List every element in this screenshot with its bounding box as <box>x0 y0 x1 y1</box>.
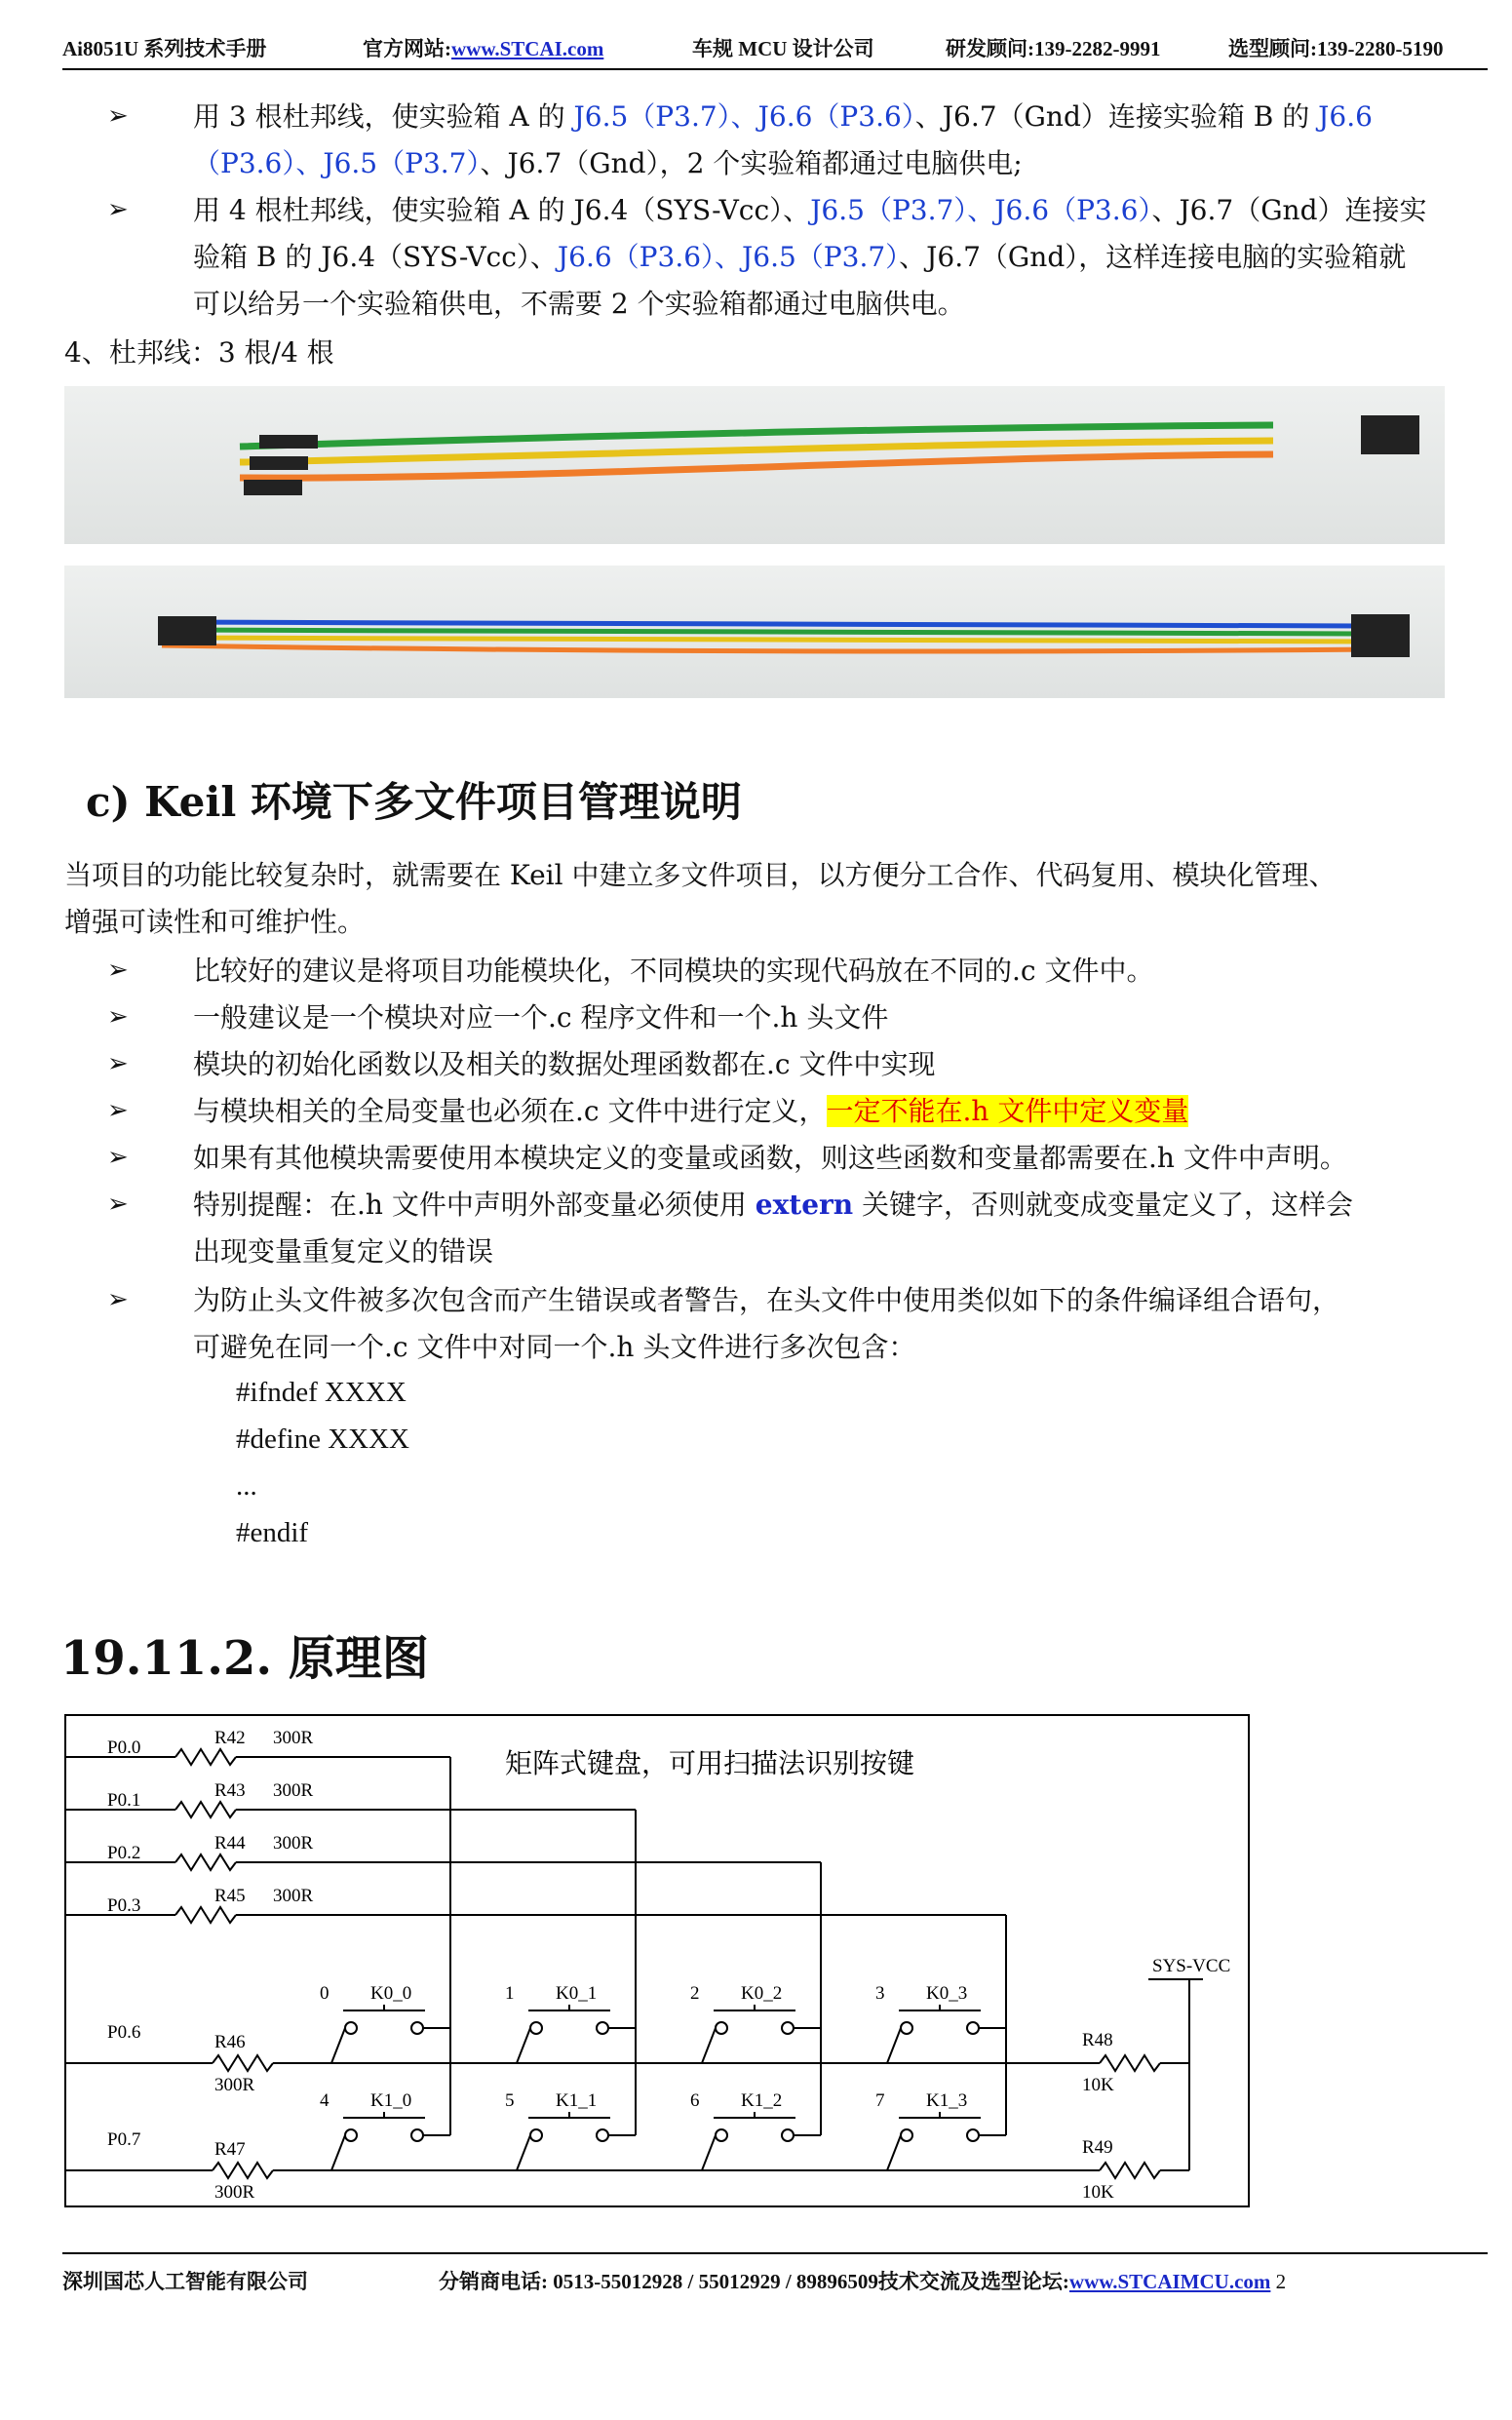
res-ref: R45 <box>214 1886 246 1906</box>
keys-row-0 <box>320 1983 1006 2063</box>
bullet-icon: ➢ <box>107 1143 129 1172</box>
code-line-3: ... <box>236 1470 257 1502</box>
code-line-4: #endif <box>236 1517 309 1548</box>
bullet-icon: ➢ <box>107 1002 129 1032</box>
page-header <box>62 29 1488 70</box>
bullet-7: 为防止头文件被多次包含而产生错误或者警告，在头文件中使用类似如下的条件编译组合语句， <box>193 1284 1340 1316</box>
bullet-3: 模块的初始化函数以及相关的数据处理函数都在.c 文件中实现 <box>193 1048 936 1080</box>
res-ref: R46 <box>214 2032 246 2052</box>
item-4: 4、杜邦线：3 根/4 根 <box>64 336 334 369</box>
svg-text:K0_3: K0_3 <box>926 1983 968 2004</box>
svg-text:2: 2 <box>690 1983 700 2004</box>
port-label: P0.1 <box>107 1790 141 1811</box>
port-label: P0.0 <box>107 1737 141 1758</box>
pullup-ref: R48 <box>1082 2030 1113 2050</box>
bullet-icon: ➢ <box>107 1190 129 1219</box>
bullet-2: 一般建议是一个模块对应一个.c 程序文件和一个.h 头文件 <box>193 1001 889 1034</box>
bullet-7-line2: 可避免在同一个.c 文件中对同一个.h 头文件进行多次包含： <box>193 1331 916 1363</box>
svg-text:4: 4 <box>320 2090 330 2111</box>
code-line-1: #ifndef XXXX <box>236 1377 407 1408</box>
photo-dupont-3wire <box>64 386 1445 544</box>
res-ref: R42 <box>214 1728 246 1748</box>
svg-text:1: 1 <box>505 1983 515 2004</box>
res-val: 300R <box>273 1886 314 1906</box>
schematic-drawing <box>66 1716 1248 2205</box>
column-lines <box>66 1749 1006 2135</box>
company-tagline: 车规 MCU 设计公司 <box>692 37 874 60</box>
svg-text:7: 7 <box>875 2090 885 2111</box>
bullet-6-line2: 出现变量重复定义的错误 <box>193 1235 494 1268</box>
selector-phone: 选型顾问:139-2280-5190 <box>1228 37 1444 60</box>
keys-row-1 <box>320 2090 1006 2170</box>
res-val: 300R <box>273 1780 314 1801</box>
bullet-icon: ➢ <box>107 101 129 131</box>
bullet-icon: ➢ <box>107 956 129 985</box>
intro-line-1: 当项目的功能比较复杂时，就需要在 Keil 中建立多文件项目，以方便分工合作、代码复用、模块化管理、 <box>64 859 1337 891</box>
bullet-5: 如果有其他模块需要使用本模块定义的变量或函数，则这些函数和变量都需要在.h 文件中声明。 <box>193 1142 1347 1174</box>
forum-link[interactable]: www.STCAIMCU.com <box>1068 2270 1271 2293</box>
pullup-val: 10K <box>1082 2075 1114 2095</box>
svg-text:6: 6 <box>690 2090 700 2111</box>
page-number: 2 <box>1275 2270 1287 2293</box>
svg-text:K0_1: K0_1 <box>556 1983 598 2004</box>
res-ref: R43 <box>214 1780 246 1801</box>
bullet-icon: ➢ <box>107 195 129 224</box>
port-label: P0.6 <box>107 2022 141 2043</box>
svg-text:K1_2: K1_2 <box>741 2090 783 2111</box>
svg-text:K1_3: K1_3 <box>926 2090 968 2111</box>
res-ref: R47 <box>214 2139 246 2160</box>
svg-text:K0_2: K0_2 <box>741 1983 783 2004</box>
port-label: P0.2 <box>107 1843 141 1863</box>
bullet-icon: ➢ <box>107 1285 129 1314</box>
res-val: 300R <box>214 2182 255 2203</box>
dupont-3wire-image <box>64 386 1445 544</box>
schematic-note: 矩阵式键盘，可用扫描法识别按键 <box>505 1747 915 1779</box>
bullet-top-2: 用 4 根杜邦线，使实验箱 A 的 J6.4（SYS-Vcc）、J6.5（P3.7）、J6.6（P3.6）、J6.7（Gnd）连接实 <box>193 194 1427 226</box>
photo-dupont-4wire <box>64 566 1445 698</box>
svg-text:0: 0 <box>320 1983 330 2004</box>
bullet-top-1-line2: （P3.6）、J6.5（P3.7）、J6.7（Gnd），2 个实验箱都通过电脑供电; <box>193 147 1023 179</box>
doc-title: Ai8051U 系列技术手册 <box>62 37 267 60</box>
intro-line-2: 增强可读性和可维护性。 <box>64 906 366 938</box>
bullet-icon: ➢ <box>107 1096 129 1125</box>
svg-text:5: 5 <box>505 2090 515 2111</box>
res-val: 300R <box>214 2075 255 2095</box>
res-val: 300R <box>273 1833 314 1854</box>
section-19-11-2-title: 19.11.2. 原理图 <box>60 1631 429 1686</box>
site-label: 官方网站:www.STCAI.com <box>363 37 604 60</box>
bullet-1: 比较好的建议是将项目功能模块化，不同模块的实现代码放在不同的.c 文件中。 <box>193 955 1154 987</box>
warning-highlight: 一定不能在.h 文件中定义变量 <box>826 1095 1189 1127</box>
code-line-2: #define XXXX <box>236 1424 409 1455</box>
port-label: P0.3 <box>107 1895 141 1916</box>
dupont-4wire-image <box>64 566 1445 698</box>
bullet-top-2-line3: 可以给另一个实验箱供电，不需要 2 个实验箱都通过电脑供电。 <box>193 288 965 320</box>
port-label: P0.7 <box>107 2129 141 2150</box>
footer-phone: 分销商电话: 0513-55012928 / 55012929 / 89896509技术交流及选型论坛:www.STCAIMCU.com 2 <box>439 2270 1287 2293</box>
svg-text:K0_0: K0_0 <box>370 1983 412 2004</box>
pullup-ref: R49 <box>1082 2137 1113 2158</box>
bullet-top-2-line2: 验箱 B 的 J6.4（SYS-Vcc）、J6.6（P3.6）、J6.5（P3.7）、J6.7（Gnd），这样连接电脑的实验箱就 <box>193 241 1407 273</box>
bullet-top-1: 用 3 根杜邦线，使实验箱 A 的 J6.5（P3.7）、J6.6（P3.6）、J6.7（Gnd）连接实验箱 B 的 J6.6 <box>193 100 1373 133</box>
section-c-title: c) Keil 环境下多文件项目管理说明 <box>86 778 742 826</box>
site-link[interactable]: www.STCAI.com <box>451 37 604 60</box>
keypad-schematic <box>64 1714 1250 2207</box>
bullet-6: 特别提醒：在.h 文件中声明外部变量必须使用 extern 关键字，否则就变成变量定义了，这样会 <box>193 1189 1354 1221</box>
svg-text:K1_1: K1_1 <box>556 2090 598 2111</box>
bullet-4: 与模块相关的全局变量也必须在.c 文件中进行定义，一定不能在.h 文件中定义变量 <box>193 1095 1189 1127</box>
svg-text:3: 3 <box>875 1983 885 2004</box>
bullet-icon: ➢ <box>107 1049 129 1078</box>
extern-keyword: extern <box>755 1189 854 1221</box>
res-ref: R44 <box>214 1833 246 1854</box>
advisor-phone: 研发顾问:139-2282-9991 <box>946 37 1161 60</box>
pullup-val: 10K <box>1082 2182 1114 2203</box>
page-footer <box>62 2252 1488 2293</box>
res-val: 300R <box>273 1728 314 1748</box>
svg-text:K1_0: K1_0 <box>370 2090 412 2111</box>
footer-company: 深圳国芯人工智能有限公司 <box>62 2270 308 2293</box>
vcc-label: SYS-VCC <box>1152 1956 1231 1976</box>
